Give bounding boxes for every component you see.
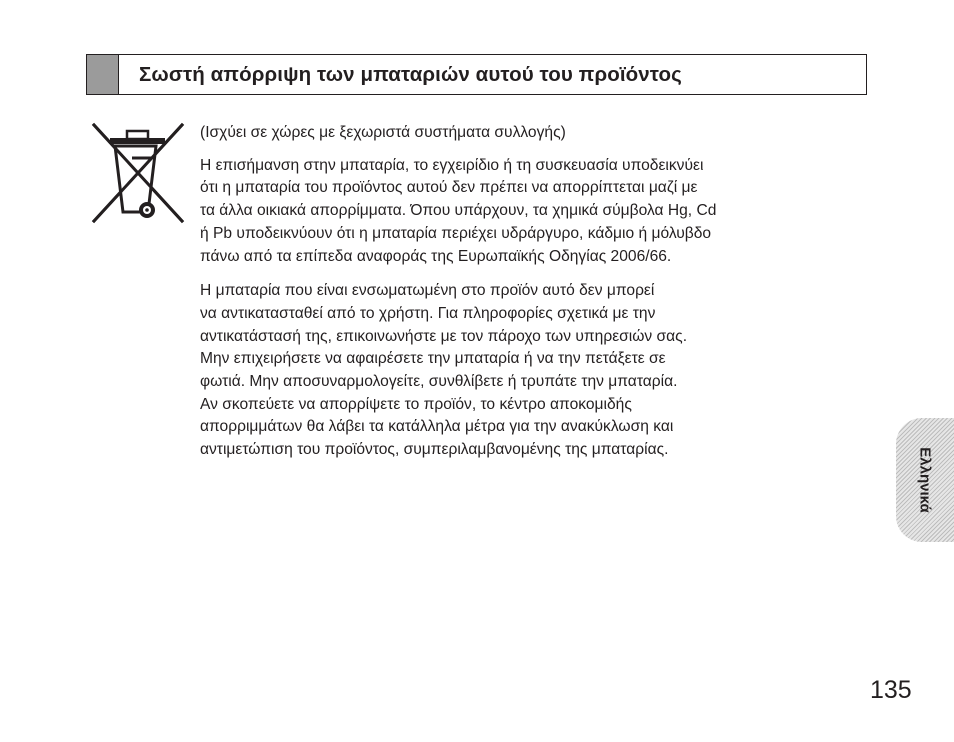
- text-line: τα άλλα οικιακά απορρίμματα. Όπου υπάρχουν, τα χημικά σύμβολα Hg, Cd: [200, 202, 717, 220]
- section-title: Σωστή απόρριψη των μπαταριών αυτού του προϊόντος: [139, 63, 682, 86]
- language-side-tab: [896, 418, 954, 542]
- text-line: ότι η μπαταρία του προϊόντος αυτού δεν πρέπει να απορρίπτεται μαζί με: [200, 179, 698, 197]
- battery-marking-paragraph: [200, 155, 865, 269]
- text-line: Η επισήμανση στην μπαταρία, το εγχειρίδιο ή τη συσκευασία υποδεικνύει: [200, 156, 704, 174]
- text-line: αντικατάστασή της, επικοινωνήστε με τον πάροχο των υπηρεσιών σας.: [200, 327, 688, 345]
- section-heading-box: [86, 54, 867, 95]
- text-line: ή Pb υποδεικνύουν ότι η μπαταρία περιέχει υδράργυρο, κάδμιο ή μόλυβδο: [200, 224, 712, 242]
- heading-tab-marker: [87, 55, 119, 94]
- text-line: Αν σκοπεύετε να απορρίψετε το προϊόν, το κέντρο αποκομιδής: [200, 395, 632, 413]
- text-line: Μην επιχειρήσετε να αφαιρέσετε την μπαταρία ή να την πετάξετε σε: [200, 350, 666, 368]
- built-in-battery-paragraph: [200, 280, 865, 462]
- page-number: 135: [870, 676, 912, 704]
- crossed-out-wheeled-bin-icon: [90, 122, 186, 224]
- text-line: Η μπαταρία που είναι ενσωματωμένη στο προϊόν αυτό δεν μπορεί: [200, 282, 655, 300]
- text-line: απορριμμάτων θα λάβει τα κατάλληλα μέτρα για την ανακύκλωση και: [200, 418, 674, 436]
- text-line: αντιμετώπιση του προϊόντος, συμπεριλαμβανομένης της μπαταρίας.: [200, 441, 669, 459]
- body-content: [200, 122, 865, 462]
- text-line: πάνω από τα επίπεδα αναφοράς της Ευρωπαϊκής Οδηγίας 2006/66.: [200, 247, 672, 265]
- text-line: φωτιά. Μην αποσυναρμολογείτε, συνθλίβετε ή τρυπάτε την μπαταρία.: [200, 373, 678, 391]
- applicability-note: (Ισχύει σε χώρες με ξεχωριστά συστήματα συλλογής): [200, 124, 566, 141]
- text-line: να αντικατασταθεί από το χρήστη. Για πληροφορίες σχετικά με την: [200, 304, 656, 322]
- language-label: Ελληνικά: [916, 447, 934, 513]
